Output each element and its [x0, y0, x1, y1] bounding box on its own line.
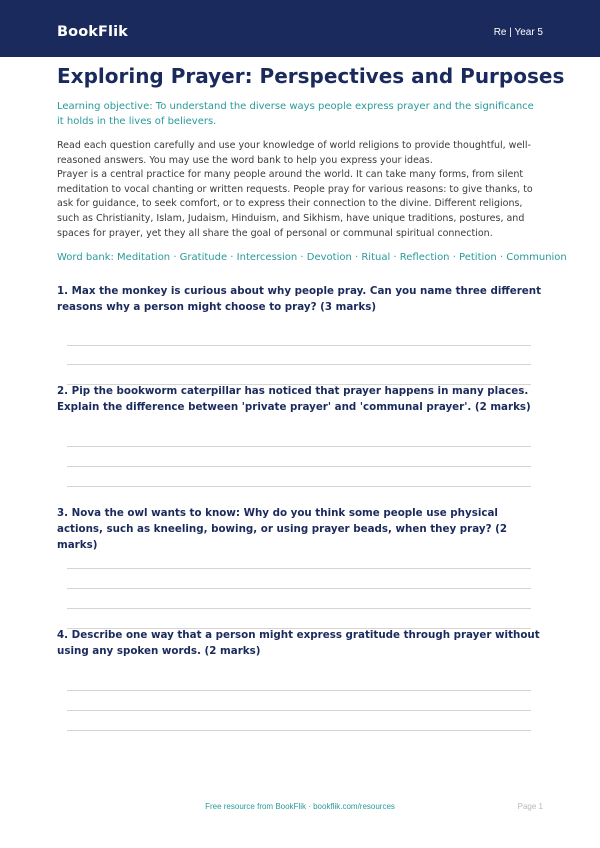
intro-paragraph: Prayer is a central practice for many people around the world. It can take many forms, from silent meditation to vocal chanting or written requests. People pray for various reasons: to give thanks, to ask for guidance, to seek comfort, or to express their connection to the divine. Different religions, such as Christianity, Islam, Judaism, Hinduism, and Sikhism, have unique traditions, postures, and spaces for prayer, yet they all share the goal of personal or communal spiritual connection. — [57, 169, 533, 239]
question-1: 1. Max the monkey is curious about why people pray. Can you name three different reasons why a person might choose to pray? (3 marks) — [57, 285, 542, 313]
page-title: Exploring Prayer: Perspectives and Purposes — [57, 64, 565, 88]
answer-line[interactable] — [67, 588, 531, 589]
question-3: 3. Nova the owl wants to know: Why do you think some people use physical actions, such as kneeling, bowing, or using prayer beads, when they pray? (2 marks) — [57, 507, 508, 551]
answer-line[interactable] — [67, 446, 531, 447]
answer-line[interactable] — [67, 568, 531, 569]
learning-objective: Learning objective: To understand the diverse ways people express prayer and the significance it holds in the lives of believers. — [57, 101, 534, 127]
answer-line[interactable] — [67, 345, 531, 346]
word-bank: Word bank: Meditation · Gratitude · Intercession · Devotion · Ritual · Reflection · Petition · Communion — [57, 252, 567, 263]
page-header — [0, 0, 600, 57]
subject-year-label: Re | Year 5 — [493, 27, 543, 38]
answer-line[interactable] — [67, 364, 531, 365]
brand-logo: BookFlik — [57, 24, 128, 40]
answer-line[interactable] — [67, 730, 531, 731]
answer-line[interactable] — [67, 608, 531, 609]
footer-credit: Free resource from BookFlik · bookflik.com/resources — [205, 802, 395, 811]
instructions-text: Read each question carefully and use your knowledge of world religions to provide thoughtful, well-reasoned answers. You may use the word bank to help you express your ideas. — [57, 140, 531, 166]
answer-line[interactable] — [67, 486, 531, 487]
page-number: Page 1 — [517, 802, 543, 811]
answer-line[interactable] — [67, 710, 531, 711]
answer-line[interactable] — [67, 690, 531, 691]
question-4: 4. Describe one way that a person might express gratitude through prayer without using any spoken words. (2 marks) — [57, 629, 540, 657]
question-2: 2. Pip the bookworm caterpillar has noticed that prayer happens in many places. Explain the difference between 'private prayer' and 'communal prayer'. (2 marks) — [57, 385, 531, 413]
answer-line[interactable] — [67, 466, 531, 467]
